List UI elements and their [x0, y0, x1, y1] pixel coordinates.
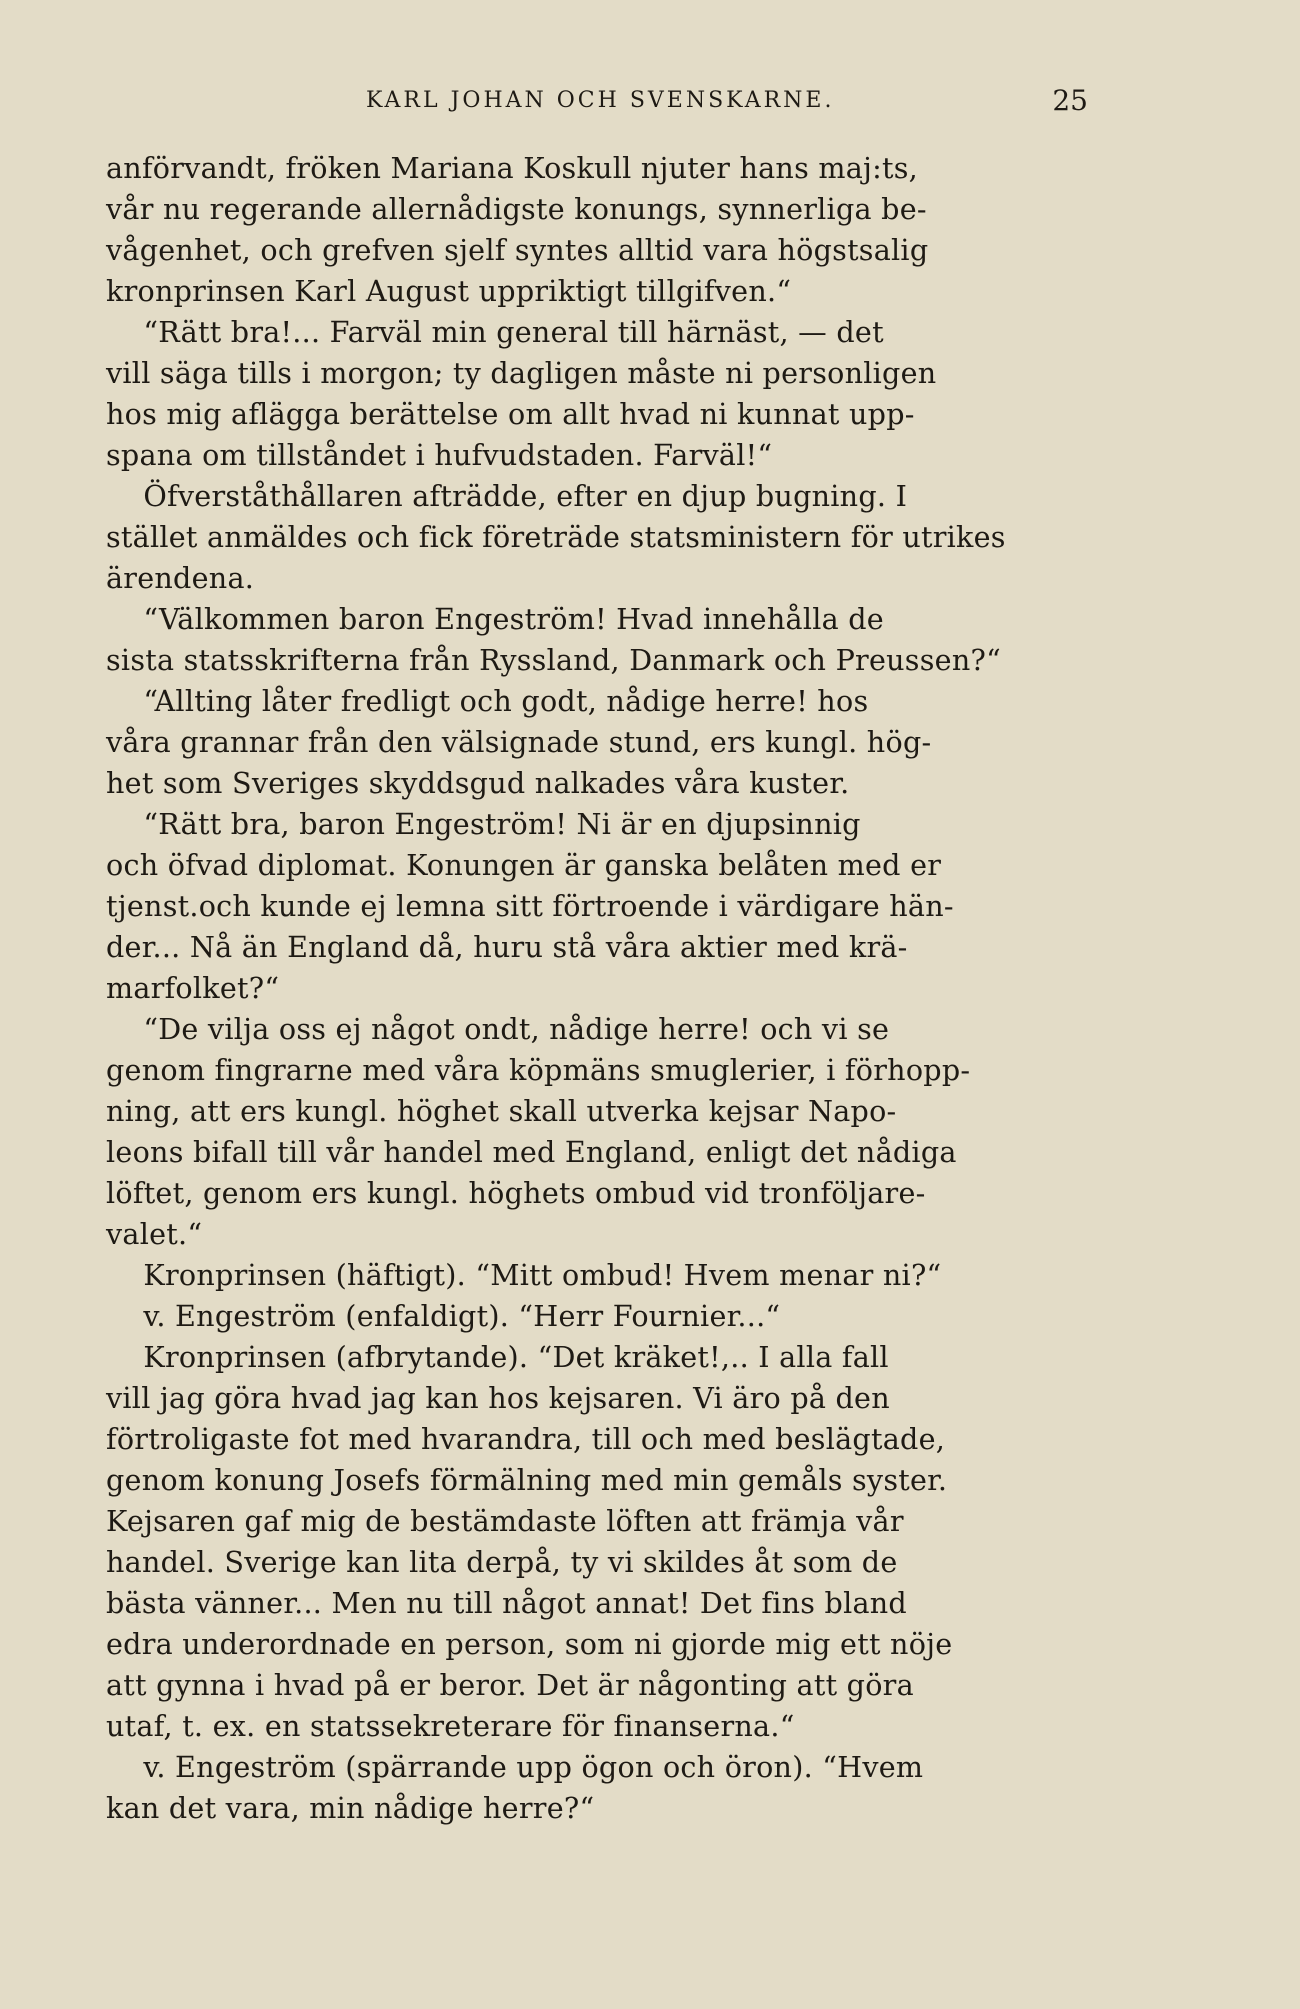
text-line: förtroligaste fot med hvarandra, till och med beslägtade, [106, 1422, 946, 1456]
text-line: ärendena. [106, 561, 255, 595]
text-line: Kronprinsen (afbrytande). “Det kräket!,.. I alla fall [106, 1340, 889, 1374]
text-line: leons bifall till vår handel med England, enligt det nådiga [106, 1135, 957, 1169]
text-line: stället anmäldes och fick företräde statsministern för utrikes [106, 520, 1006, 554]
text-line: genom fingrarne med våra köpmäns smuglerier, i förhopp- [106, 1053, 971, 1087]
text-line: handel. Sverige kan lita derpå, ty vi skildes åt som de [106, 1545, 898, 1579]
text-line: vill säga tills i morgon; ty dagligen måste ni personligen [106, 356, 937, 390]
text-line: anförvandt, fröken Mariana Koskull njuter hans maj:ts, [106, 151, 919, 185]
text-line: hos mig aflägga berättelse om allt hvad ni kunnat upp- [106, 397, 915, 431]
text-line: Kejsaren gaf mig de bestämdaste löften att främja vår [106, 1504, 904, 1538]
text-line: kronprinsen Karl August uppriktigt tillgifven.“ [106, 274, 792, 308]
text-line: “Allting låter fredligt och godt, nådige herre! hos [106, 684, 869, 718]
text-line: bästa vänner... Men nu till något annat! Det fins bland [106, 1586, 907, 1620]
text-line: att gynna i hvad på er beror. Det är någonting att göra [106, 1668, 914, 1702]
text-line: spana om tillståndet i hufvudstaden. Farväl!“ [106, 438, 773, 472]
text-line: genom konung Josefs förmälning med min gemåls syster. [106, 1463, 948, 1497]
text-line: vill jag göra hvad jag kan hos kejsaren. Vi äro på den [106, 1381, 890, 1415]
text-line: marfolket?“ [106, 971, 280, 1005]
text-line: het som Sveriges skyddsgud nalkades våra kuster. [106, 766, 850, 800]
text-line: sista statsskrifterna från Ryssland, Danmark och Preussen?“ [106, 643, 1001, 677]
running-head [106, 84, 1088, 124]
text-line: löftet, genom ers kungl. höghets ombud vid tronföljare- [106, 1176, 926, 1210]
text-line: v. Engeström (spärrande upp ögon och öron). “Hvem [106, 1750, 924, 1784]
text-line: Kronprinsen (häftigt). “Mitt ombud! Hvem menar ni?“ [106, 1258, 942, 1292]
text-line: våra grannar från den välsignade stund, ers kungl. hög- [106, 725, 932, 759]
text-line: v. Engeström (enfaldigt). “Herr Fournier...“ [106, 1299, 781, 1333]
text-line: “Rätt bra, baron Engeström! Ni är en djupsinnig [106, 807, 861, 841]
text-line: ning, att ers kungl. höghet skall utverka kejsar Napo- [106, 1094, 897, 1128]
text-line: “Välkommen baron Engeström! Hvad innehålla de [106, 602, 884, 636]
text-line: tjenst.och kunde ej lemna sitt förtroende i värdigare hän- [106, 889, 954, 923]
text-line: utaf, t. ex. en statssekreterare för finanserna.“ [106, 1709, 795, 1743]
text-line: “De vilja oss ej något ondt, nådige herre! och vi se [106, 1012, 890, 1046]
text-line: vår nu regerande allernådigste konungs, synnerliga be- [106, 192, 927, 226]
text-line: och öfvad diplomat. Konungen är ganska belåten med er [106, 848, 942, 882]
text-line: “Rätt bra!... Farväl min general till härnäst, — det [106, 315, 884, 349]
text-line: edra underordnade en person, som ni gjorde mig ett nöje [106, 1627, 953, 1661]
text-line: valet.“ [106, 1217, 203, 1251]
text-line: vågenhet, och grefven sjelf syntes alltid vara högstsalig [106, 233, 929, 267]
running-title: KARL JOHAN OCH SVENSKARNE. [366, 88, 835, 113]
text-line: kan det vara, min nådige herre?“ [106, 1791, 595, 1825]
body-text [106, 148, 1106, 1829]
text-line: der... Nå än England då, huru stå våra aktier med krä- [106, 930, 908, 964]
text-line: Öfverståthållaren afträdde, efter en djup bugning. I [106, 479, 908, 513]
page-number: 25 [1052, 84, 1088, 117]
